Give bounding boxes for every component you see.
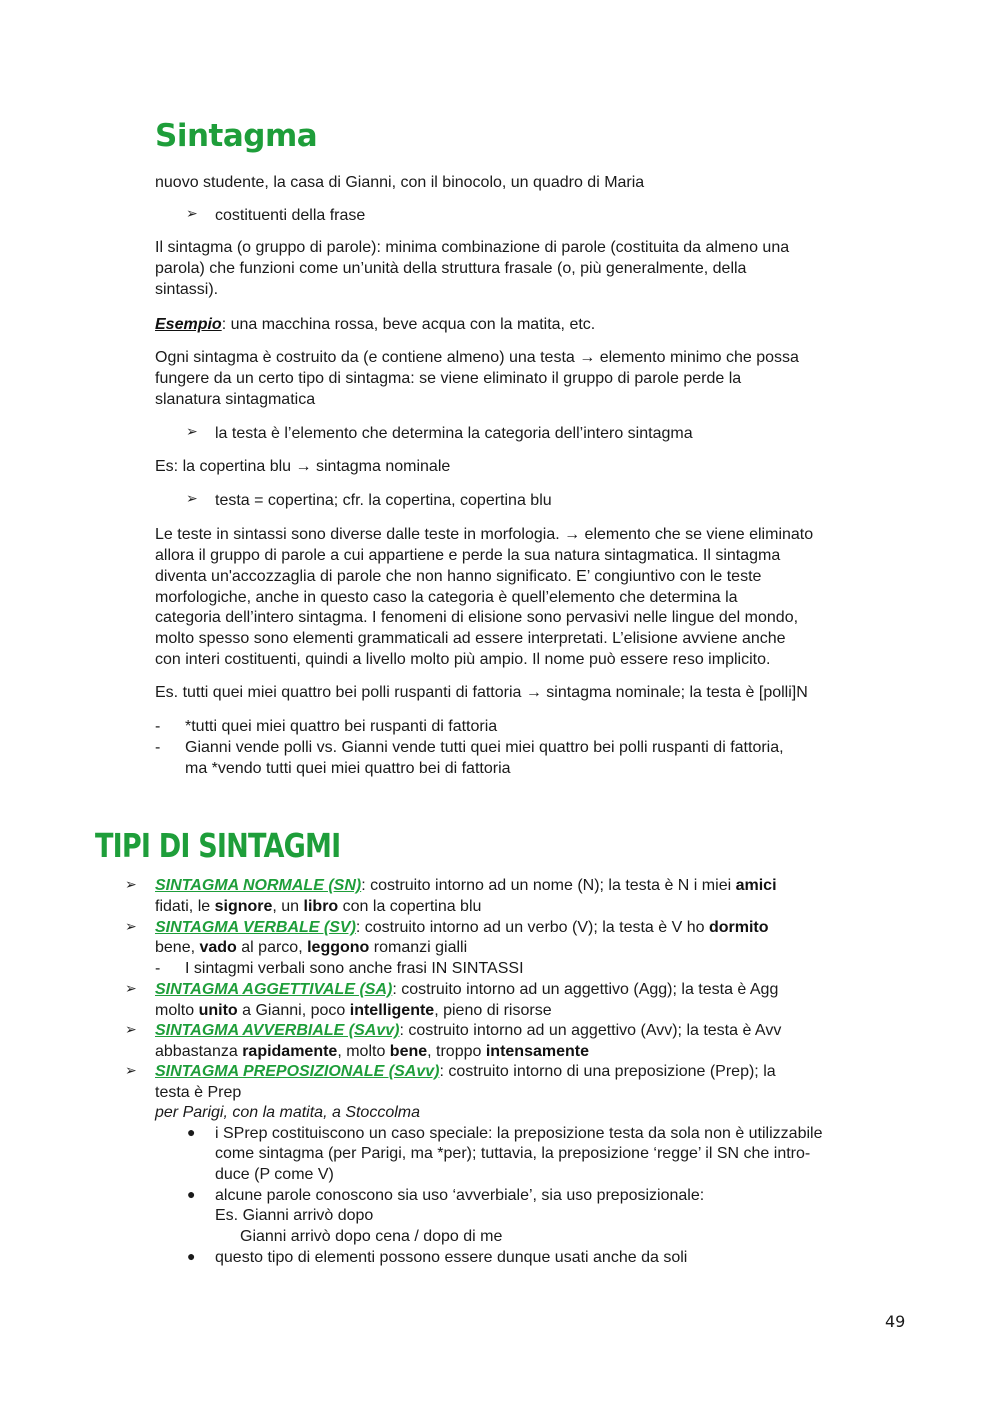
list-item-sn-line2: fidati, le signore, un libro con la copertina blu: [155, 898, 482, 915]
dash-marker: -: [155, 718, 161, 735]
paragraph-line: slanatura sintagmatica: [155, 391, 316, 408]
bullet-dot-icon: ●: [187, 1124, 196, 1140]
bullet-item: come sintagma (per Parigi, ma *per); tuttavia, la preposizione ‘regge’ il SN che intro-: [215, 1145, 811, 1162]
sv-note: I sintagmi verbali sono anche frasi IN SINTASSI: [185, 960, 524, 977]
paragraph-line: allora il gruppo di parole a cui appartiene e perde la sua natura sintagmatica. Il sintagma: [155, 547, 781, 564]
bullet-item: questo tipo di elementi possono essere dunque usati anche da soli: [215, 1249, 688, 1266]
arrow-item: testa = copertina; cfr. la copertina, copertina blu: [215, 492, 552, 509]
bullet-item: Gianni arrivò dopo cena / dopo di me: [240, 1228, 503, 1245]
example-text: : una macchina rossa, beve acqua con la matita, etc.: [221, 316, 596, 333]
bullet-dot-icon: ●: [187, 1186, 196, 1202]
paragraph-line: Le teste in sintassi sono diverse dalle teste in morfologia. → elemento che se viene eliminato: [155, 526, 814, 543]
list-item-sa: SINTAGMA AGGETTIVALE (SA): costruito intorno ad un aggettivo (Agg); la testa è Agg: [155, 981, 779, 998]
sv-label: SINTAGMA VERBALE (SV): [155, 919, 356, 936]
example-line: [155, 314, 595, 335]
bullet-item: duce (P come V): [215, 1166, 334, 1183]
arrow-bullet-icon: ➢: [125, 918, 137, 934]
sa-label: SINTAGMA AGGETTIVALE (SA): [155, 981, 393, 998]
bullet-item: Es. Gianni arrivò dopo: [215, 1207, 374, 1224]
list-item-savv-line2: abbastanza rapidamente, molto bene, troppo intensamente: [155, 1043, 589, 1060]
arrow-item: costituenti della frase: [215, 207, 366, 224]
definition-line: sintassi).: [155, 281, 219, 298]
paragraph-line: diventa un'accozzaglia di parole che non hanno significato. E’ congiuntivo con le teste: [155, 568, 762, 585]
sprep-examples: per Parigi, con la matita, a Stoccolma: [155, 1104, 421, 1121]
definition-line: parola) che funzioni come un’unità della struttura frasale (o, più generalmente, della: [155, 260, 747, 277]
paragraph-line: molto spesso sono elementi grammaticali ad essere interpretati. L’elisione avviene anche: [155, 630, 786, 647]
dash-item: Gianni vende polli vs. Gianni vende tutti quei miei quattro bei polli ruspanti di fattoria,: [185, 739, 784, 756]
savv-label: SINTAGMA AVVERBIALE (SAvv): [155, 1022, 400, 1039]
paragraph-line: categoria dell’intero sintagma. I fenomeni di elisione sono pervasivi nelle lingue del mondo,: [155, 609, 799, 626]
dash-item: ma *vendo tutti quei miei quattro bei di fattoria: [185, 760, 511, 777]
intro-line: nuovo studente, la casa di Gianni, con il binocolo, un quadro di Maria: [155, 174, 645, 191]
arrow-bullet-icon: ➢: [125, 1021, 137, 1037]
arrow-bullet-icon: ➢: [125, 1062, 137, 1078]
arrow-bullet-icon: ➢: [186, 205, 198, 221]
sn-label: SINTAGMA NORMALE (SN): [155, 877, 362, 894]
example-line: Es: la copertina blu → sintagma nominale: [155, 458, 451, 475]
sn-bold: amici: [735, 877, 777, 894]
paragraph-line: fungere da un certo tipo di sintagma: se viene eliminato il gruppo di parole perde la: [155, 370, 742, 387]
page-number: 49: [885, 1312, 906, 1331]
arrow-bullet-icon: ➢: [125, 980, 137, 996]
dash-marker: -: [155, 960, 161, 977]
list-item-sv-line2: bene, vado al parco, leggono romanzi gialli: [155, 939, 468, 956]
sprep-line2: testa è Prep: [155, 1084, 242, 1101]
list-item-sn: [155, 875, 777, 896]
list-item-sv: SINTAGMA VERBALE (SV): costruito intorno ad un verbo (V); la testa è V ho dormito: [155, 919, 769, 936]
arrow-bullet-icon: ➢: [186, 490, 198, 506]
list-item-savv: SINTAGMA AVVERBIALE (SAvv): costruito intorno ad un aggettivo (Avv); la testa è Avv: [155, 1022, 782, 1039]
paragraph-line: morfologiche, anche in questo caso la categoria è quell’elemento che determina la: [155, 589, 738, 606]
arrow-bullet-icon: ➢: [125, 876, 137, 892]
sn-text: : costruito intorno ad un nome (N); la testa è N i miei: [361, 877, 736, 894]
arrow-bullet-icon: ➢: [186, 423, 198, 439]
section-title-sintagma: Sintagma: [155, 118, 318, 154]
paragraph-line: con interi costituenti, quindi a livello molto più ampio. Il nome può essere reso implicito.: [155, 651, 771, 668]
example-label: Esempio: [155, 316, 222, 333]
list-item-sprep: SINTAGMA PREPOSIZIONALE (SAvv): costruito intorno di una preposizione (Prep); la: [155, 1063, 776, 1080]
bullet-item: i SPrep costituiscono un caso speciale: la preposizione testa da sola non è utilizzabile: [215, 1125, 823, 1142]
list-item-sa-line2: molto unito a Gianni, poco intelligente, pieno di risorse: [155, 1002, 552, 1019]
paragraph-line: Ogni sintagma è costruito da (e contiene almeno) una testa → elemento minimo che possa: [155, 349, 799, 366]
section-title-tipi: TIPI DI SINTAGMI: [95, 826, 341, 865]
dash-item: *tutti quei miei quattro bei ruspanti di fattoria: [185, 718, 498, 735]
dash-marker: -: [155, 739, 161, 756]
arrow-item: la testa è l’elemento che determina la categoria dell’intero sintagma: [215, 425, 693, 442]
bullet-item: alcune parole conoscono sia uso ‘avverbiale’, sia uso preposizionale:: [215, 1187, 705, 1204]
definition-line: Il sintagma (o gruppo di parole): minima combinazione di parole (costituita da almeno una: [155, 239, 790, 256]
example-line: Es. tutti quei miei quattro bei polli ruspanti di fattoria → sintagma nominale; la testa è [polli]N: [155, 684, 808, 701]
sprep-label: SINTAGMA PREPOSIZIONALE (SAvv): [155, 1063, 440, 1080]
bullet-dot-icon: ●: [187, 1248, 196, 1264]
